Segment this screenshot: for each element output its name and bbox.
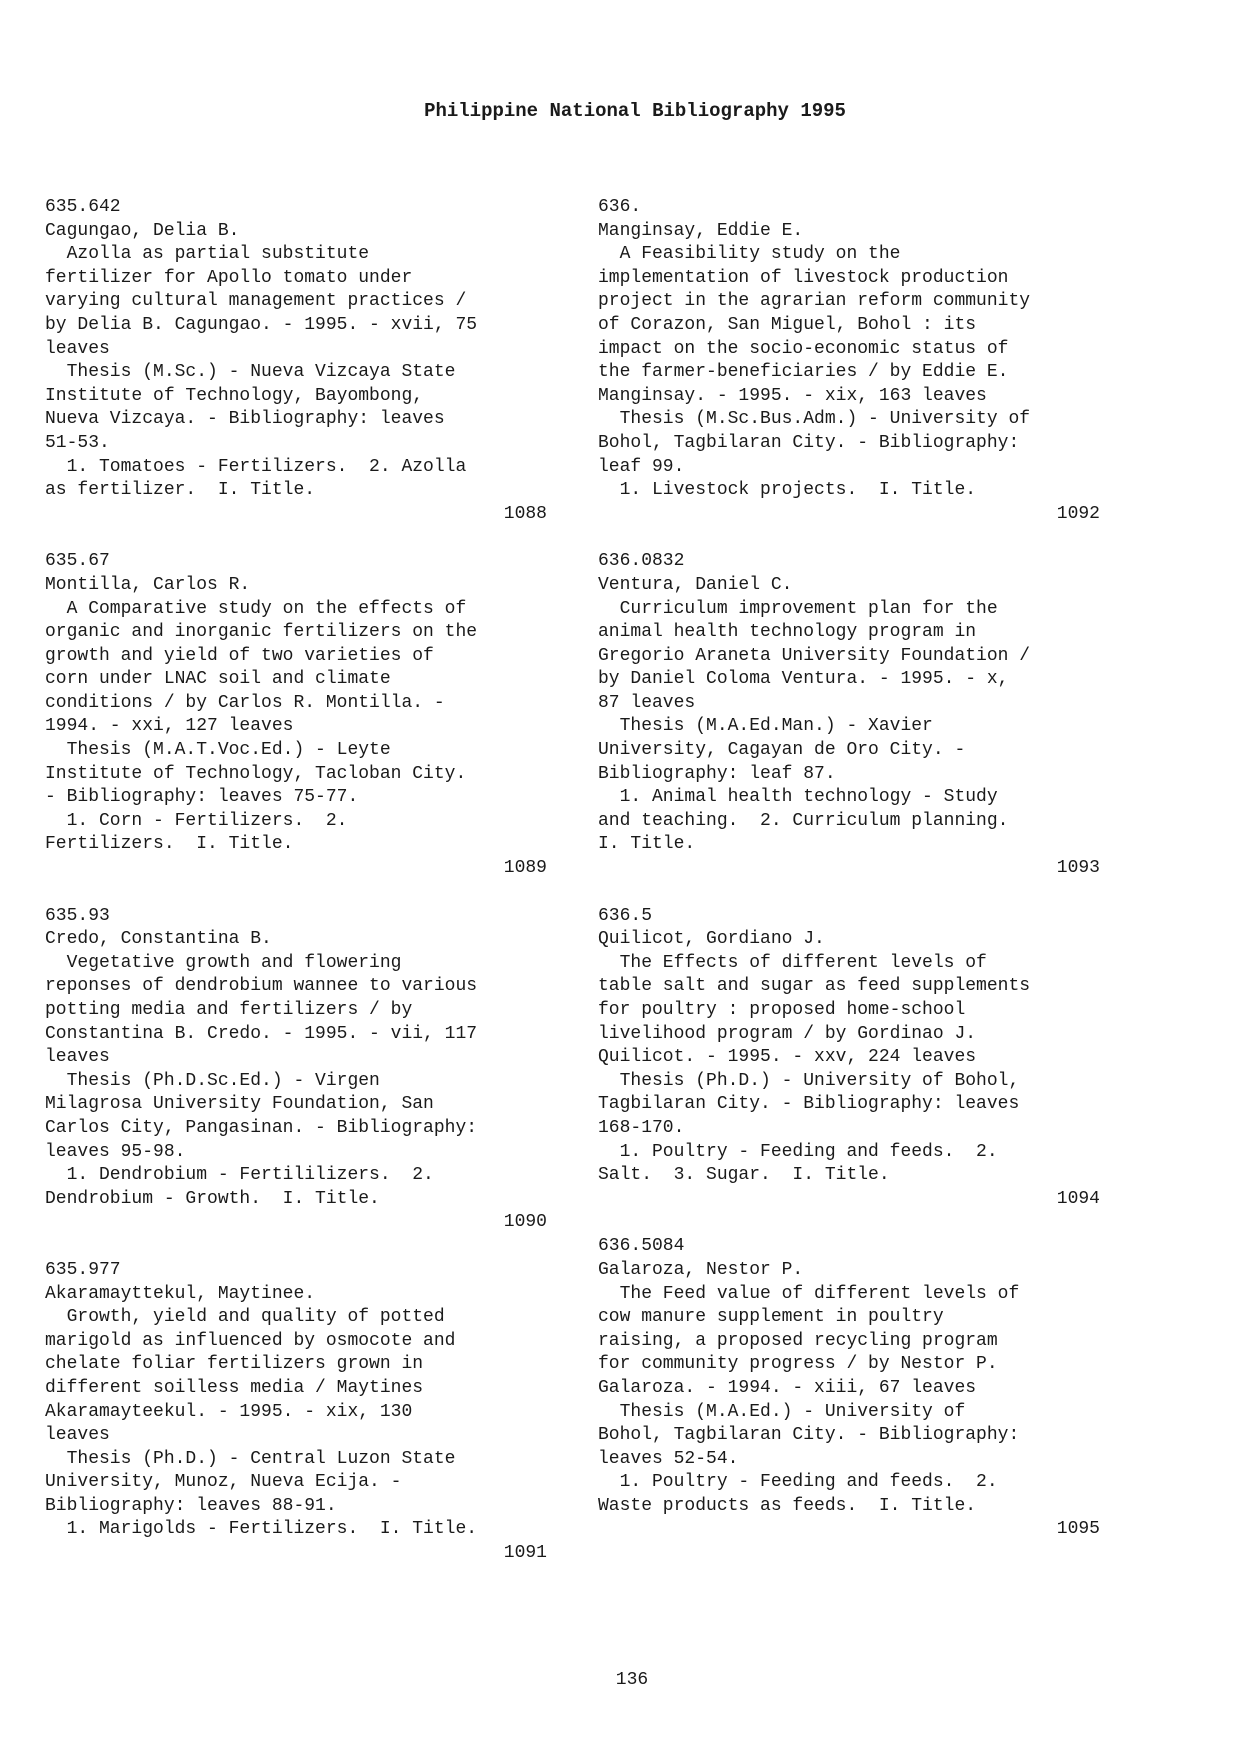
entry-text-line: Dendrobium - Growth. I. Title. bbox=[45, 1188, 380, 1209]
entry-text-line: growth and yield of two varieties of bbox=[45, 645, 434, 666]
entry-text-line: University, Cagayan de Oro City. - bbox=[598, 740, 966, 761]
entry-text-line: Institute of Technology, Bayombong, bbox=[45, 385, 424, 406]
entry-text-line: for poultry : proposed home-school bbox=[598, 1000, 966, 1020]
entry-text-line: - Bibliography: leaves 75-77. bbox=[45, 787, 359, 808]
entry-text-line: Manginsay. - 1995. - xix, 163 leaves bbox=[598, 385, 987, 406]
entry-text-line: by Daniel Coloma Ventura. - 1995. - x, bbox=[598, 669, 1009, 690]
entry-text-line: of Corazon, San Miguel, Bohol : its bbox=[598, 314, 977, 335]
entry-text-line: Azolla as partial substitute bbox=[45, 244, 370, 265]
call-number: 635.642 bbox=[45, 197, 121, 217]
entry-text-line: 51-53. bbox=[45, 432, 110, 453]
entry-text-line: fertilizer for Apollo tomato under bbox=[45, 267, 413, 288]
author-name: Montilla, Carlos R. bbox=[45, 574, 251, 595]
entry-text-line: the farmer-beneficiaries / by Eddie E. bbox=[598, 362, 1009, 383]
bibliography-entry bbox=[598, 1235, 1108, 1542]
bibliography-entry bbox=[45, 550, 555, 880]
entry-text-line: Growth, yield and quality of potted bbox=[45, 1307, 445, 1328]
bibliography-entry bbox=[598, 905, 1108, 1212]
entry-text-line: 1. Dendrobium - Fertililizers. 2. bbox=[45, 1165, 434, 1186]
entry-text-line: project in the agrarian reform community bbox=[598, 291, 1031, 312]
entry-text-line: leaves bbox=[45, 338, 110, 359]
entry-text-line: as fertilizer. I. Title. bbox=[45, 480, 316, 501]
bibliography-entry bbox=[598, 196, 1108, 526]
entry-number: 1092 bbox=[1056, 503, 1100, 524]
entry-text-line: Thesis (M.A.Ed.Man.) - Xavier bbox=[598, 716, 933, 737]
entry-text-line: Bohol, Tagbilaran City. - Bibliography: bbox=[598, 1425, 1020, 1446]
entry-text-line: 1. Livestock projects. I. Title. bbox=[598, 480, 977, 501]
entry-text-line: reponses of dendrobium wannee to various bbox=[45, 976, 478, 997]
call-number: 636.5 bbox=[598, 905, 653, 926]
page-number: 136 bbox=[615, 1670, 649, 1690]
entry-text-line: Thesis (Ph.D.) - Central Luzon State bbox=[45, 1448, 456, 1469]
call-number: 636. bbox=[598, 197, 642, 217]
author-name: Manginsay, Eddie E. bbox=[598, 220, 804, 241]
bibliography-entry bbox=[45, 905, 555, 1235]
entry-text-line: Bohol, Tagbilaran City. - Bibliography: bbox=[598, 432, 1020, 453]
entry-text-line: Bibliography: leaves 88-91. bbox=[45, 1495, 337, 1516]
bibliography-entry bbox=[45, 196, 555, 526]
entry-text-line: leaves 95-98. bbox=[45, 1141, 186, 1162]
call-number: 635.93 bbox=[45, 905, 110, 926]
entry-text-line: Thesis (Ph.D.Sc.Ed.) - Virgen bbox=[45, 1070, 380, 1091]
entry-text-line: Curriculum improvement plan for the bbox=[598, 598, 998, 619]
bibliography-entry bbox=[45, 1259, 555, 1566]
entry-text-line: table salt and sugar as feed supplements bbox=[598, 976, 1031, 997]
entry-number: 1094 bbox=[1056, 1188, 1100, 1209]
entry-text-line: Gregorio Araneta University Foundation / bbox=[598, 645, 1031, 666]
entry-text-line: raising, a proposed recycling program bbox=[598, 1330, 998, 1351]
entry-text-line: Bibliography: leaf 87. bbox=[598, 763, 836, 784]
entry-text-line: A Comparative study on the effects of bbox=[45, 598, 467, 619]
author-name: Akaramayttekul, Maytinee. bbox=[45, 1283, 316, 1304]
entry-number: 1095 bbox=[1056, 1519, 1100, 1540]
entry-text-line: and teaching. 2. Curriculum planning. bbox=[598, 810, 1009, 831]
right-column bbox=[598, 196, 1108, 1542]
entry-text-line: leaves 52-54. bbox=[598, 1448, 739, 1469]
call-number: 635.67 bbox=[45, 551, 110, 572]
entry-text-line: 1. Poultry - Feeding and feeds. 2. bbox=[598, 1472, 998, 1493]
entry-number: 1090 bbox=[503, 1212, 547, 1233]
entry-text-line: 1. Poultry - Feeding and feeds. 2. bbox=[598, 1141, 998, 1162]
entry-text-line: cow manure supplement in poultry bbox=[598, 1307, 944, 1328]
entry-number: 1093 bbox=[1056, 858, 1100, 879]
entry-text-line: livelihood program / by Gordinao J. bbox=[598, 1023, 977, 1044]
entry-text-line: Thesis (M.A.Ed.) - University of bbox=[598, 1401, 966, 1422]
entry-text-line: Quilicot. - 1995. - xxv, 224 leaves bbox=[598, 1047, 977, 1068]
author-name: Cagungao, Delia B. bbox=[45, 220, 240, 241]
entry-text-line: for community progress / by Nestor P. bbox=[598, 1354, 998, 1375]
author-name: Galaroza, Nestor P. bbox=[598, 1259, 804, 1280]
entry-text-line: Milagrosa University Foundation, San bbox=[45, 1094, 434, 1115]
entry-text-line: Thesis (Ph.D.) - University of Bohol, bbox=[598, 1070, 1020, 1091]
entry-text-line: 1994. - xxi, 127 leaves bbox=[45, 716, 294, 737]
entry-text-line: animal health technology program in bbox=[598, 622, 977, 643]
author-name: Credo, Constantina B. bbox=[45, 929, 272, 950]
entry-text-line: impact on the socio-economic status of bbox=[598, 338, 1009, 359]
author-name: Quilicot, Gordiano J. bbox=[598, 929, 825, 950]
entry-text-line: varying cultural management practices / bbox=[45, 291, 467, 312]
entry-text-line: 1. Marigolds - Fertilizers. I. Title. bbox=[45, 1519, 478, 1540]
entry-number: 1091 bbox=[503, 1543, 547, 1564]
entry-text-line: implementation of livestock production bbox=[598, 267, 1009, 288]
entry-text-line: Constantina B. Credo. - 1995. - vii, 117 bbox=[45, 1023, 478, 1044]
entry-text-line: Fertilizers. I. Title. bbox=[45, 834, 294, 855]
call-number: 635.977 bbox=[45, 1259, 121, 1280]
entry-text-line: by Delia B. Cagungao. - 1995. - xvii, 75 bbox=[45, 314, 478, 335]
entry-text-line: Akaramayteekul. - 1995. - xix, 130 bbox=[45, 1401, 413, 1422]
entry-text-line: conditions / by Carlos R. Montilla. - bbox=[45, 692, 445, 713]
entry-number: 1088 bbox=[503, 503, 547, 524]
entry-text-line: A Feasibility study on the bbox=[598, 244, 901, 265]
entry-text-line: Galaroza. - 1994. - xiii, 67 leaves bbox=[598, 1377, 977, 1398]
entry-text-line: 1. Tomatoes - Fertilizers. 2. Azolla bbox=[45, 456, 467, 477]
entry-text-line: I. Title. bbox=[598, 834, 696, 855]
entry-number: 1089 bbox=[503, 858, 547, 879]
page-title: Philippine National Bibliography 1995 bbox=[424, 100, 846, 122]
entry-text-line: Thesis (M.Sc.Bus.Adm.) - University of bbox=[598, 409, 1031, 430]
entry-text-line: 1. Animal health technology - Study bbox=[598, 787, 998, 808]
entry-text-line: leaves bbox=[45, 1425, 110, 1446]
entry-text-line: 87 leaves bbox=[598, 692, 696, 713]
entry-text-line: 1. Corn - Fertilizers. 2. bbox=[45, 810, 348, 831]
entry-text-line: Thesis (M.Sc.) - Nueva Vizcaya State bbox=[45, 362, 456, 383]
left-column bbox=[45, 196, 555, 1566]
entry-text-line: Vegetative growth and flowering bbox=[45, 952, 402, 973]
entry-text-line: Institute of Technology, Tacloban City. bbox=[45, 763, 467, 784]
bibliography-entry bbox=[598, 550, 1108, 880]
entry-text-line: leaf 99. bbox=[598, 456, 685, 477]
entry-text-line: different soilless media / Maytines bbox=[45, 1377, 424, 1398]
entry-text-line: Carlos City, Pangasinan. - Bibliography: bbox=[45, 1117, 478, 1138]
call-number: 636.0832 bbox=[598, 551, 685, 572]
entry-text-line: The Feed value of different levels of bbox=[598, 1283, 1020, 1304]
entry-text-line: chelate foliar fertilizers grown in bbox=[45, 1354, 424, 1375]
entry-text-line: Waste products as feeds. I. Title. bbox=[598, 1495, 977, 1516]
entry-text-line: The Effects of different levels of bbox=[598, 952, 987, 973]
entry-text-line: University, Munoz, Nueva Ecija. - bbox=[45, 1472, 402, 1493]
author-name: Ventura, Daniel C. bbox=[598, 574, 793, 595]
entry-text-line: potting media and fertilizers / by bbox=[45, 1000, 413, 1020]
entry-text-line: organic and inorganic fertilizers on the bbox=[45, 622, 478, 643]
entry-text-line: Tagbilaran City. - Bibliography: leaves bbox=[598, 1094, 1020, 1115]
entry-text-line: Nueva Vizcaya. - Bibliography: leaves bbox=[45, 409, 445, 430]
entry-text-line: marigold as influenced by osmocote and bbox=[45, 1330, 456, 1351]
entry-text-line: 168-170. bbox=[598, 1117, 685, 1138]
entry-text-line: Thesis (M.A.T.Voc.Ed.) - Leyte bbox=[45, 740, 391, 761]
entry-text-line: corn under LNAC soil and climate bbox=[45, 669, 391, 690]
entry-text-line: Salt. 3. Sugar. I. Title. bbox=[598, 1165, 890, 1186]
entry-text-line: leaves bbox=[45, 1047, 110, 1068]
call-number: 636.5084 bbox=[598, 1236, 685, 1257]
